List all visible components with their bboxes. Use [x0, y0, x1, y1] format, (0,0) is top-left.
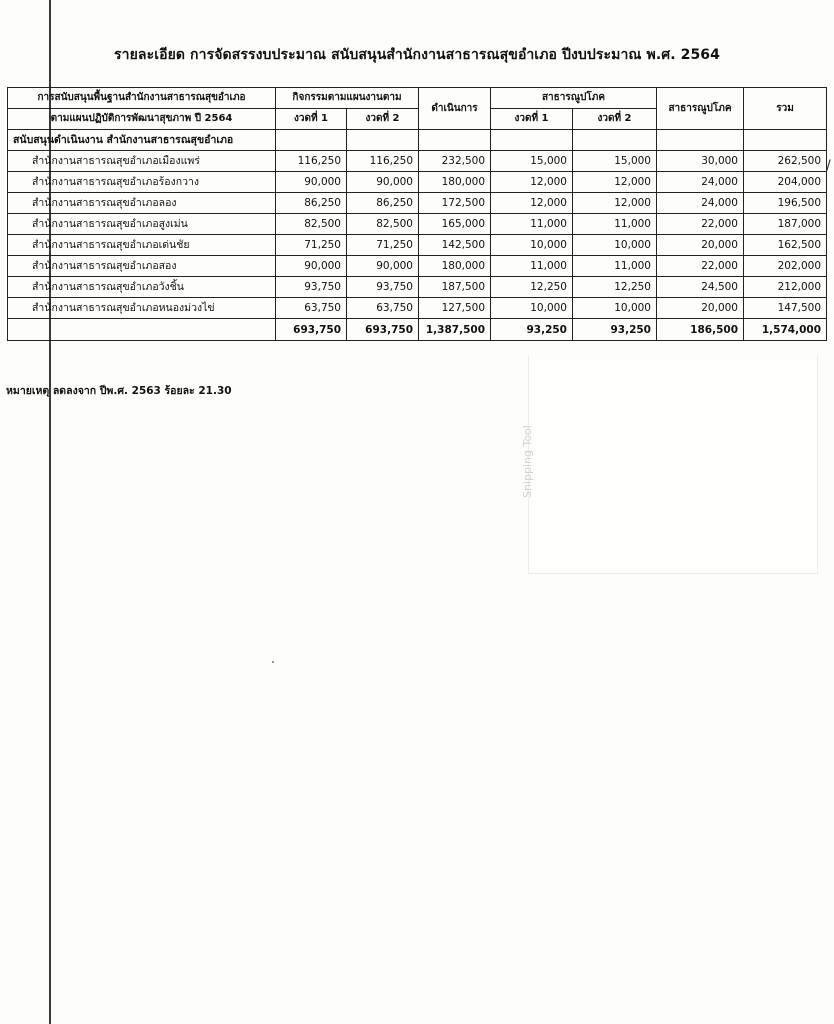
- cell-operation: 187,500: [419, 277, 491, 298]
- cell-utilities-total: 22,000: [657, 214, 744, 235]
- header-utilities: สาธารณูปโภค: [491, 88, 657, 109]
- cell-activity-p2: 90,000: [347, 256, 419, 277]
- table-row: [8, 277, 827, 298]
- total-operation: 1,387,500: [419, 319, 491, 341]
- cell-operation: 180,000: [419, 256, 491, 277]
- table-row: [8, 193, 827, 214]
- header-total: รวม: [744, 88, 827, 130]
- cell-utilities-total: 20,000: [657, 235, 744, 256]
- cell-activity-p1: 93,750: [276, 277, 347, 298]
- header-operation: ดำเนินการ: [419, 88, 491, 130]
- cell-utilities-total: 24,000: [657, 193, 744, 214]
- cell-activity-p1: 71,250: [276, 235, 347, 256]
- cell-utilities-p1: 11,000: [491, 256, 573, 277]
- cell-utilities-p2: 11,000: [573, 214, 657, 235]
- cell-utilities-p2: 10,000: [573, 235, 657, 256]
- cell-total: 147,500: [744, 298, 827, 319]
- cell-utilities-p1: 12,250: [491, 277, 573, 298]
- cell-utilities-total: 20,000: [657, 298, 744, 319]
- section-row: [8, 130, 827, 151]
- total-activity-p1: 693,750: [276, 319, 347, 341]
- cell-activity-p1: 63,750: [276, 298, 347, 319]
- cell-activity-p2: 93,750: [347, 277, 419, 298]
- cell-operation: 180,000: [419, 172, 491, 193]
- cell-activity-p1: 90,000: [276, 172, 347, 193]
- section-label: สนับสนุนดำเนินงาน สำนักงานสาธารณสุขอำเภอ: [8, 130, 276, 151]
- scan-speck: [272, 661, 274, 663]
- cell-utilities-p2: 11,000: [573, 256, 657, 277]
- document-note: หมายเหตุ ลดลงจาก ปีพ.ศ. 2563 ร้อยละ 21.30: [6, 385, 232, 397]
- table-row: [8, 298, 827, 319]
- cell-total: 212,000: [744, 277, 827, 298]
- cell-operation: 142,500: [419, 235, 491, 256]
- cell-activity-p2: 63,750: [347, 298, 419, 319]
- table-row: [8, 235, 827, 256]
- cell-total: 204,000: [744, 172, 827, 193]
- cell-utilities-p1: 12,000: [491, 193, 573, 214]
- cell-utilities-total: 24,500: [657, 277, 744, 298]
- cell-utilities-total: 30,000: [657, 151, 744, 172]
- header-activity-period-1: งวดที่ 1: [276, 109, 347, 130]
- cell-total: 162,500: [744, 235, 827, 256]
- total-utilities-total: 186,500: [657, 319, 744, 341]
- cell-total: 196,500: [744, 193, 827, 214]
- row-name: สำนักงานสาธารณสุขอำเภอวังชิ้น: [8, 277, 276, 298]
- cell-activity-p2: 71,250: [347, 235, 419, 256]
- cell-total: 262,500: [744, 151, 827, 172]
- row-name: สำนักงานสาธารณสุขอำเภอเมืองแพร่: [8, 151, 276, 172]
- cell-operation: 232,500: [419, 151, 491, 172]
- cell-utilities-p2: 12,000: [573, 193, 657, 214]
- row-name: สำนักงานสาธารณสุขอำเภอสอง: [8, 256, 276, 277]
- table-row: [8, 256, 827, 277]
- cell-utilities-p1: 10,000: [491, 298, 573, 319]
- totals-label-cell: [8, 319, 276, 341]
- cell-activity-p1: 82,500: [276, 214, 347, 235]
- cell-activity-p2: 86,250: [347, 193, 419, 214]
- pen-mark: /: [826, 158, 831, 174]
- cell-utilities-p2: 15,000: [573, 151, 657, 172]
- row-name: สำนักงานสาธารณสุขอำเภอร้องกวาง: [8, 172, 276, 193]
- cell-operation: 165,000: [419, 214, 491, 235]
- cell-utilities-total: 22,000: [657, 256, 744, 277]
- cell-total: 187,000: [744, 214, 827, 235]
- cell-activity-p1: 116,250: [276, 151, 347, 172]
- header-utilities-total: สาธารณูปโภค: [657, 88, 744, 130]
- budget-table: [7, 87, 827, 341]
- document-title: รายละเอียด การจัดสรรงบประมาณ สนับสนุนสำนักงานสาธารณสุขอำเภอ ปีงบประมาณ พ.ศ. 2564: [114, 47, 720, 63]
- cell-utilities-p2: 12,250: [573, 277, 657, 298]
- cell-total: 202,000: [744, 256, 827, 277]
- row-name: สำนักงานสาธารณสุขอำเภอสูงเม่น: [8, 214, 276, 235]
- cell-utilities-p2: 12,000: [573, 172, 657, 193]
- cell-utilities-p2: 10,000: [573, 298, 657, 319]
- table-row: [8, 214, 827, 235]
- totals-row: [8, 319, 827, 341]
- total-utilities-p2: 93,250: [573, 319, 657, 341]
- cell-utilities-p1: 15,000: [491, 151, 573, 172]
- cell-activity-p2: 116,250: [347, 151, 419, 172]
- cell-operation: 172,500: [419, 193, 491, 214]
- cell-utilities-p1: 12,000: [491, 172, 573, 193]
- header-activity-period-2: งวดที่ 2: [347, 109, 419, 130]
- cell-activity-p1: 90,000: [276, 256, 347, 277]
- cell-activity-p2: 82,500: [347, 214, 419, 235]
- table-row: [8, 172, 827, 193]
- cell-activity-p1: 86,250: [276, 193, 347, 214]
- row-name: สำนักงานสาธารณสุขอำเภอลอง: [8, 193, 276, 214]
- cell-operation: 127,500: [419, 298, 491, 319]
- cell-utilities-total: 24,000: [657, 172, 744, 193]
- snipping-tool-overlay: [528, 355, 818, 574]
- header-activity: กิจกรรมตามแผนงานตาม: [276, 88, 419, 109]
- grand-total: 1,574,000: [744, 319, 827, 341]
- header-utilities-period-1: งวดที่ 1: [491, 109, 573, 130]
- header-utilities-period-2: งวดที่ 2: [573, 109, 657, 130]
- cell-activity-p2: 90,000: [347, 172, 419, 193]
- header-name-line1: การสนับสนุนพื้นฐานสำนักงานสาธารณสุขอำเภอ: [8, 88, 276, 109]
- cell-utilities-p1: 11,000: [491, 214, 573, 235]
- header-name-line2: ตามแผนปฏิบัติการพัฒนาสุขภาพ ปี 2564: [8, 109, 276, 130]
- cell-utilities-p1: 10,000: [491, 235, 573, 256]
- total-activity-p2: 693,750: [347, 319, 419, 341]
- snipping-tool-label: Snipping Tool: [521, 425, 534, 498]
- header-row-1: [8, 88, 827, 109]
- row-name: สำนักงานสาธารณสุขอำเภอหนองม่วงไข่: [8, 298, 276, 319]
- total-utilities-p1: 93,250: [491, 319, 573, 341]
- row-name: สำนักงานสาธารณสุขอำเภอเด่นชัย: [8, 235, 276, 256]
- table-row: [8, 151, 827, 172]
